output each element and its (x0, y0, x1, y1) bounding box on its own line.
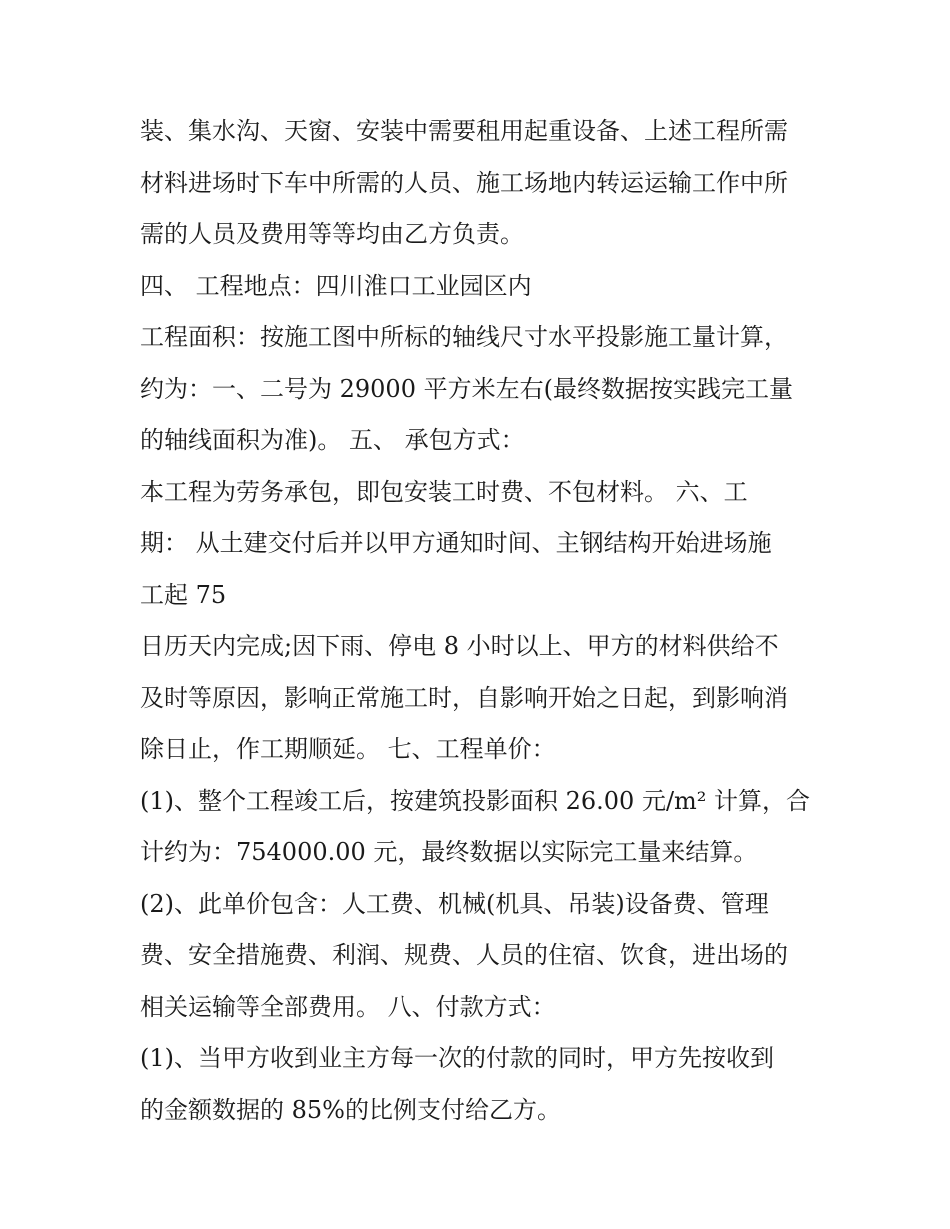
text-line: 的轴线面积为准)。 五、 承包方式： (140, 426, 525, 454)
text-line: 工程面积：按施工图中所标的轴线尺寸水平投影施工量计算， (140, 323, 788, 351)
text-line: (2)、此单价包含：人工费、机械(机具、吊装)设备费、管理 (140, 889, 769, 918)
text-line: 计约为：754000.00 元，最终数据以实际完工量来结算。 (140, 838, 758, 866)
text-line: 装、集水沟、天窗、安装中需要租用起重设备、上述工程所需 (140, 117, 788, 145)
text-line: 本工程为劳务承包，即包安装工时费、不包材料。 六、工 (140, 477, 748, 506)
document-body (140, 106, 820, 1136)
text-line: 材料进场时下车中所需的人员、施工场地内转运运输工作中所 (140, 168, 788, 197)
text-line: 期： 从土建交付后并以甲方通知时间、主钢结构开始进场施 (140, 529, 772, 557)
text-line: 约为：一、二号为 29000 平方米左右(最终数据按实践完工量 (140, 374, 793, 403)
text-line: 相关运输等全部费用。 八、付款方式： (140, 992, 556, 1021)
text-line: 需的人员及费用等等均由乙方负责。 (140, 220, 524, 248)
text-line: 工起 75 (140, 580, 227, 609)
section-heading-location: 四、 工程地点：四川淮口工业园区内 (140, 271, 532, 300)
text-line: 费、安全措施费、利润、规费、人员的住宿、饮食，进出场的 (140, 941, 788, 969)
text-line: 及时等原因，影响正常施工时，自影响开始之日起，到影响消 (140, 683, 788, 712)
text-line: (1)、整个工程竣工后，按建筑投影面积 26.00 元/m² 计算，合 (140, 786, 811, 815)
text-line: (1)、当甲方收到业主方每一次的付款的同时，甲方先按收到 (140, 1044, 774, 1072)
text-line: 日历天内完成;因下雨、停电 8 小时以上、甲方的材料供给不 (140, 632, 779, 660)
text-line: 的金额数据的 85%的比例支付给乙方。 (140, 1095, 561, 1124)
text-line: 除日止，作工期顺延。 七、工程单价： (140, 735, 556, 763)
